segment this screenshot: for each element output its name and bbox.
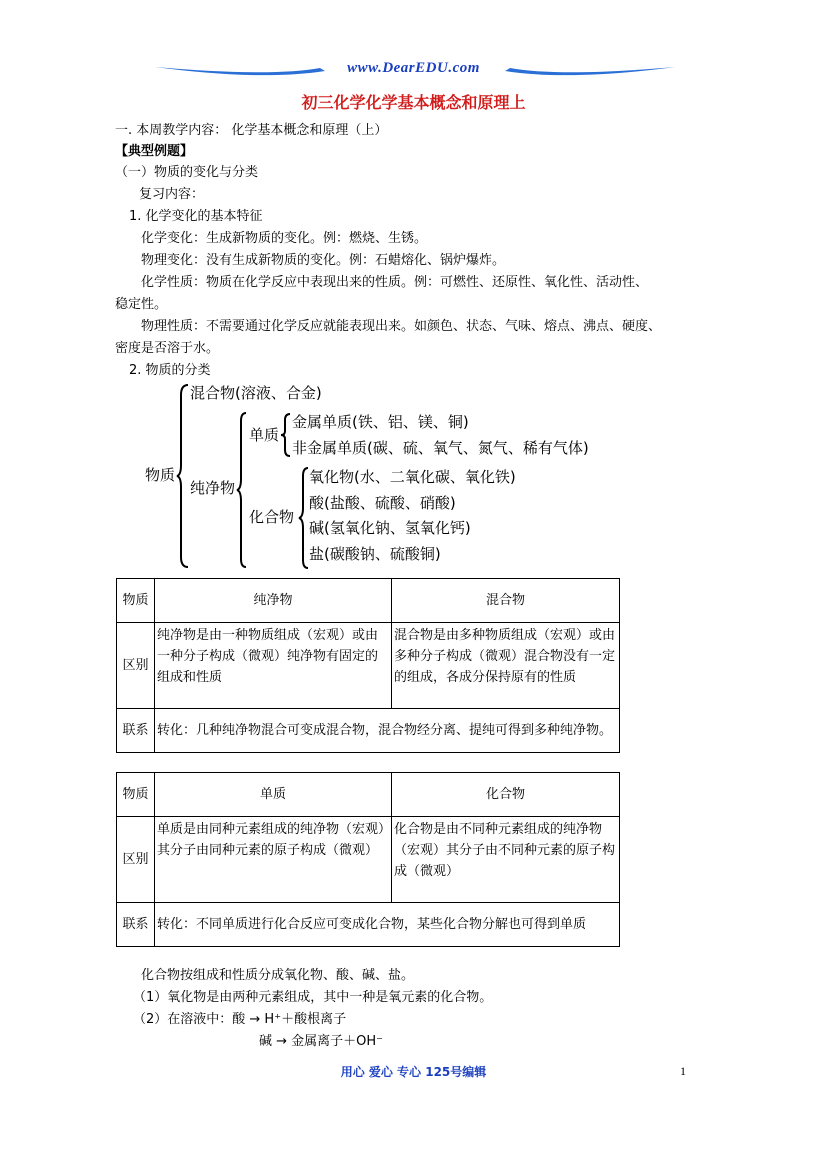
- after-text: 碱 → 金属离子＋OH⁻: [259, 1034, 384, 1049]
- brace-icon: [176, 383, 190, 569]
- table-header: 化合物: [392, 773, 620, 817]
- tree-oxide: 氧化物(水、二氧化碳、氧化铁): [309, 468, 516, 486]
- after-text: （2）在溶液中：酸 → H⁺＋酸根离子: [133, 1012, 347, 1027]
- table-cell: 转化：不同单质进行化合反应可变成化合物，某些化合物分解也可得到单质: [155, 903, 620, 947]
- table-header: 混合物: [392, 579, 620, 623]
- tree-acid: 酸(盐酸、硫酸、硝酸): [309, 494, 456, 512]
- table-cell: 纯净物是由一种物质组成（宏观）或由一种分子构成（微观）纯净物有固定的组成和性质: [155, 623, 392, 709]
- tree-metal: 金属单质(铁、铝、镁、铜): [292, 413, 469, 431]
- tree-base: 碱(氢氧化钠、氢氧化钙): [309, 519, 471, 537]
- table-row-label: 联系: [117, 709, 155, 753]
- page-title: 初三化学化学基本概念和原理上: [301, 93, 526, 112]
- table-row-label: 联系: [117, 903, 155, 947]
- table-cell: 单质是由同种元素组成的纯净物（宏观）其分子由同种元素的原子构成（微观）: [155, 817, 392, 903]
- chem-prop-text-cont: 稳定性。: [115, 297, 168, 312]
- item-heading: 1. 化学变化的基本特征: [129, 209, 263, 224]
- tree-root: 物质: [145, 466, 176, 484]
- comparison-table-pure-mixture: [116, 578, 620, 753]
- brace-icon: [236, 411, 248, 569]
- tree-element: 单质: [249, 426, 280, 444]
- table-cell: 混合物是由多种物质组成（宏观）或由多种分子构成（微观）混合物没有一定的组成，各成分保持原有的性质: [392, 623, 620, 709]
- section-heading: （一）物质的变化与分类: [115, 165, 259, 180]
- typical-heading: 【典型例题】: [115, 144, 194, 159]
- table-header-label: 物质: [117, 773, 155, 817]
- table-row-label: 区别: [117, 623, 155, 709]
- chem-prop-text: 化学性质：物质在化学反应中表现出来的性质。例：可燃性、还原性、氧化性、活动性、: [141, 275, 649, 290]
- tree-pure: 纯净物: [190, 479, 236, 497]
- tree-mixture: 混合物(溶液、合金): [190, 384, 322, 402]
- phys-prop-text: 物理性质：不需要通过化学反应就能表现出来。如颜色、状态、气味、熔点、沸点、硬度、: [141, 319, 662, 334]
- table-header: 单质: [155, 773, 392, 817]
- item-heading: 2. 物质的分类: [129, 363, 211, 378]
- intro-line: 一. 本周教学内容： 化学基本概念和原理（上）: [115, 123, 388, 138]
- table-cell: 转化：几种纯净物混合可变成混合物，混合物经分离、提纯可得到多种纯净物。: [155, 709, 620, 753]
- table-header: 纯净物: [155, 579, 392, 623]
- table-header-label: 物质: [117, 579, 155, 623]
- comparison-table-element-compound: [116, 772, 620, 947]
- phys-prop-text-cont: 密度是否溶于水。: [115, 341, 220, 356]
- tree-compound: 化合物: [249, 508, 295, 526]
- table-cell: 化合物是由不同种元素组成的纯净物（宏观）其分子由不同种元素的原子构成（微观）: [392, 817, 620, 903]
- phys-change-text: 物理变化：没有生成新物质的变化。例：石蜡熔化、锅炉爆炸。: [141, 253, 506, 268]
- tree-salt: 盐(碳酸钠、硫酸铜): [309, 545, 441, 563]
- after-text: 化合物按组成和性质分成氧化物、酸、碱、盐。: [141, 968, 415, 983]
- page-number: 1: [680, 1064, 686, 1078]
- brace-icon: [280, 412, 292, 458]
- footer-text: 用心 爱心 专心 125号编辑: [340, 1065, 487, 1079]
- review-label: 复习内容：: [139, 187, 205, 202]
- after-text: （1）氧化物是由两种元素组成，其中一种是氧元素的化合物。: [133, 990, 493, 1005]
- header-site-name: www.DearEDU.com: [347, 60, 480, 76]
- tree-nonmetal: 非金属单质(碳、硫、氧气、氮气、稀有气体): [292, 439, 589, 457]
- chem-change-text: 化学变化：生成新物质的变化。例：燃烧、生锈。: [141, 231, 428, 246]
- table-row-label: 区别: [117, 817, 155, 903]
